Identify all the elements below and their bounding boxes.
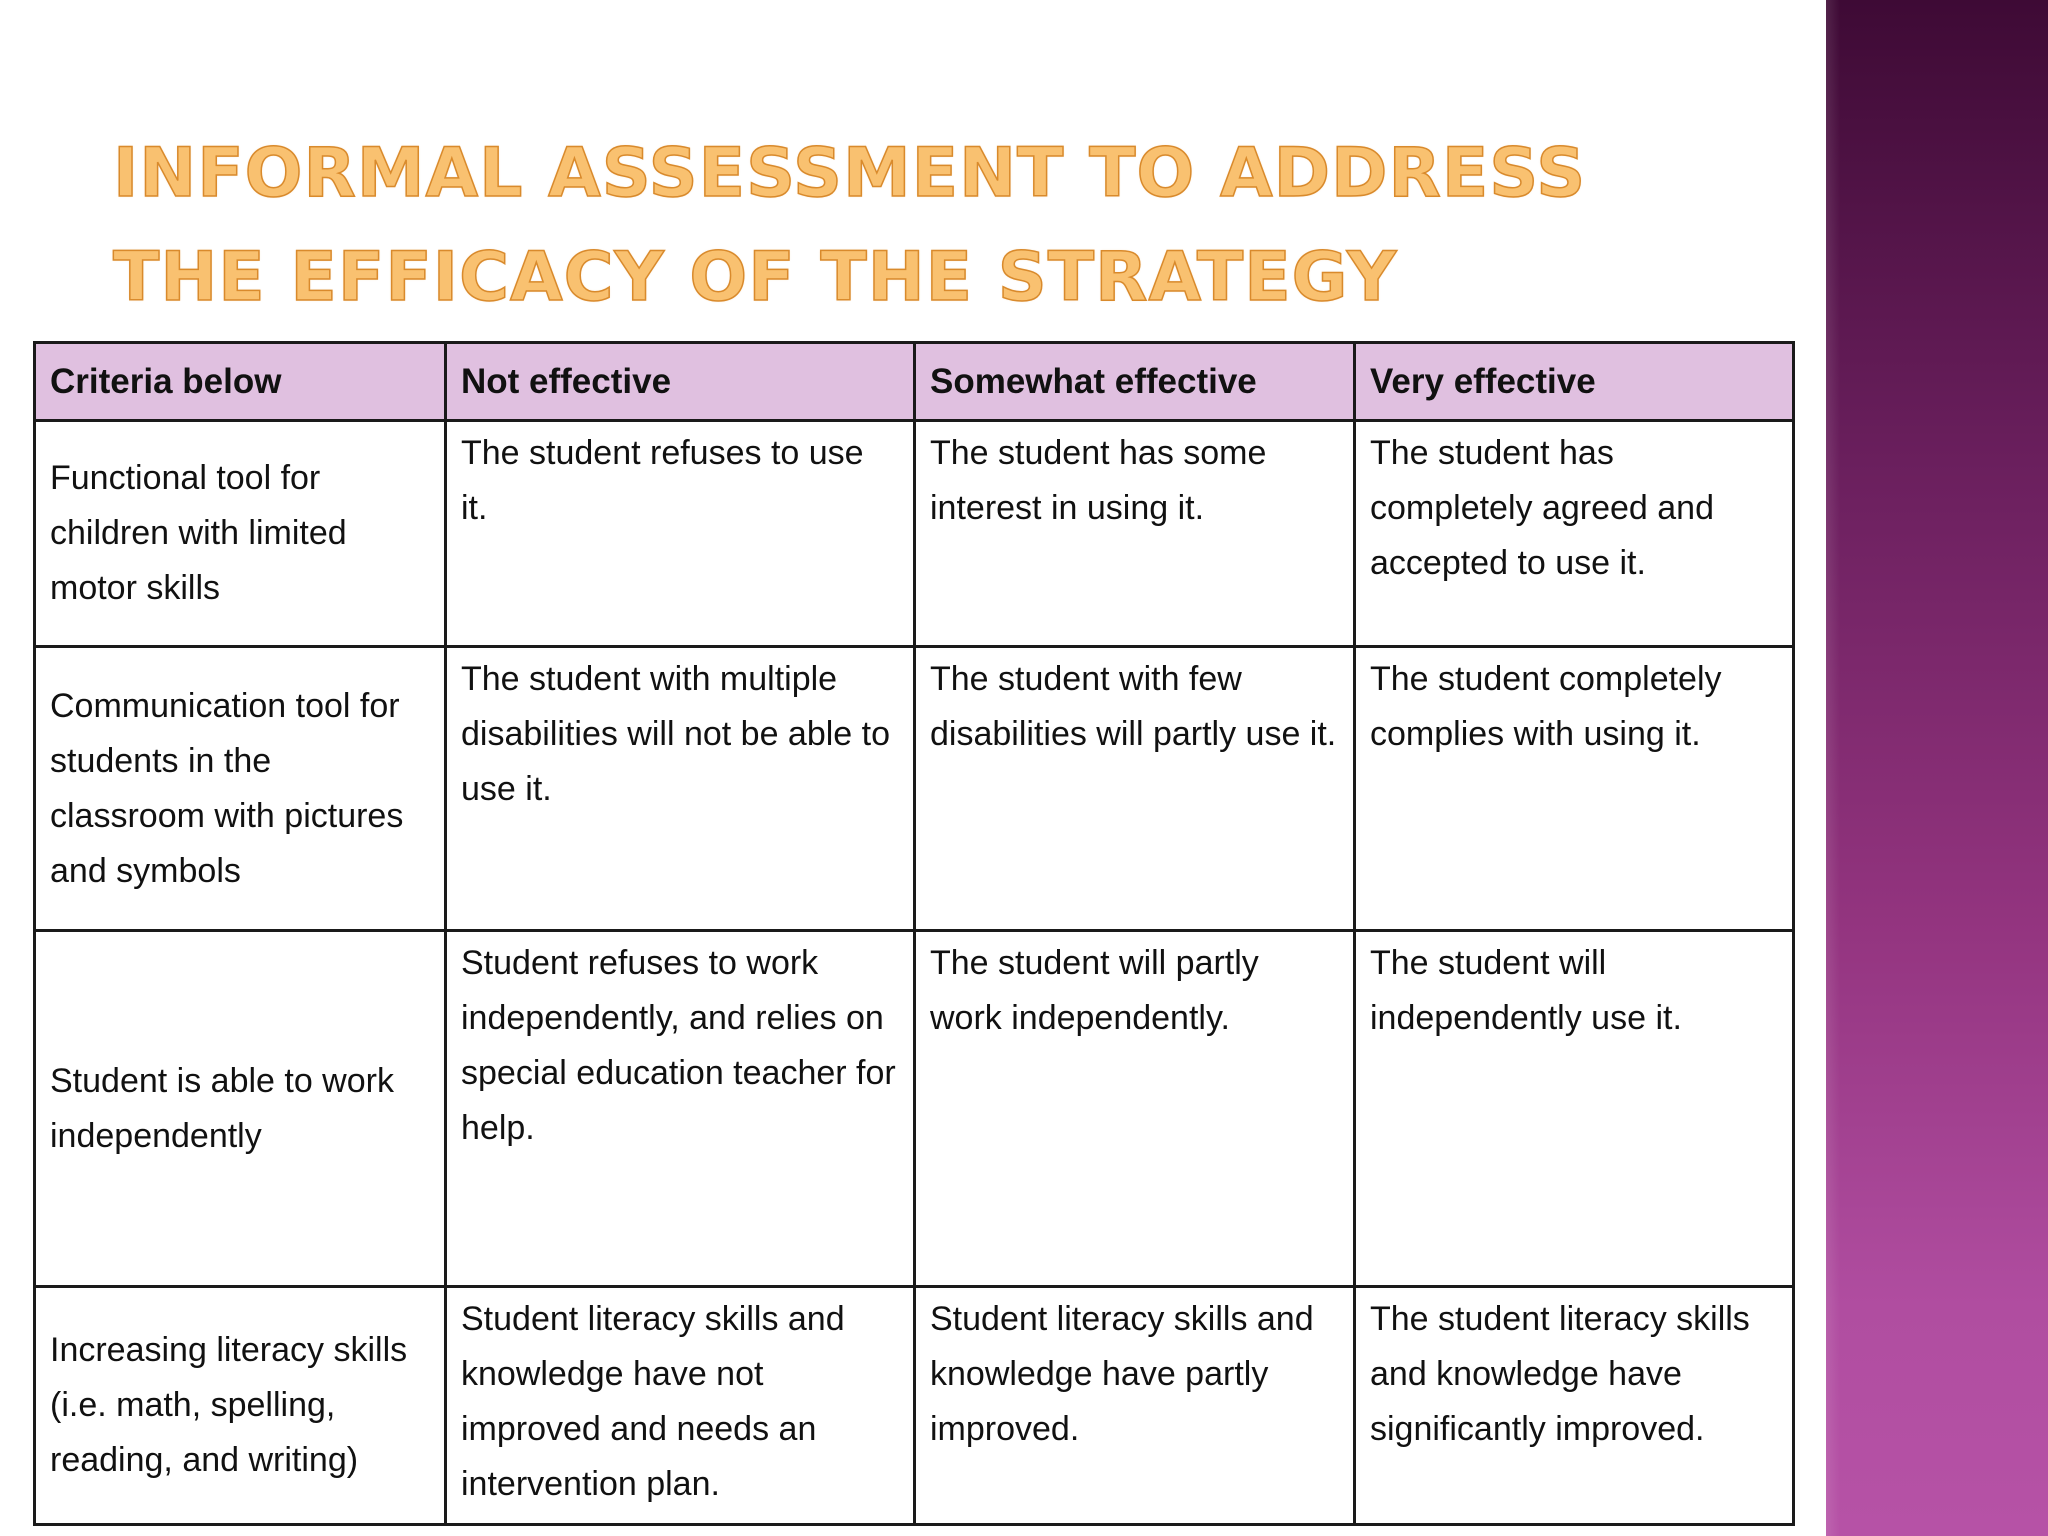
not-effective-cell: The student refuses to use it. [446, 421, 915, 647]
header-row [35, 343, 1794, 421]
somewhat-effective-cell: The student has some interest in using it. [915, 421, 1355, 647]
somewhat-effective-cell: Student literacy skills and knowledge have partly improved. [915, 1287, 1355, 1525]
table-row [35, 931, 1794, 1287]
table-row [35, 1287, 1794, 1525]
criteria-cell: Communication tool for students in the classroom with pictures and symbols [35, 647, 446, 931]
very-effective-cell: The student completely complies with using it. [1355, 647, 1794, 931]
slide-title-line-1: INFORMAL ASSESSMENT TO ADDRESS [113, 134, 1587, 213]
not-effective-cell: Student literacy skills and knowledge have not improved and needs an intervention plan. [446, 1287, 915, 1525]
decorative-side-bar [1826, 0, 2048, 1536]
not-effective-cell: The student with multiple disabilities will not be able to use it. [446, 647, 915, 931]
very-effective-cell: The student has completely agreed and accepted to use it. [1355, 421, 1794, 647]
criteria-cell: Functional tool for children with limited motor skills [35, 421, 446, 647]
header-not-effective: Not effective [446, 343, 915, 421]
slide-title [113, 122, 1673, 330]
header-criteria: Criteria below [35, 343, 446, 421]
criteria-cell: Student is able to work independently [35, 931, 446, 1287]
somewhat-effective-cell: The student with few disabilities will partly use it. [915, 647, 1355, 931]
not-effective-cell: Student refuses to work independently, and relies on special education teacher for help. [446, 931, 915, 1287]
very-effective-cell: The student will independently use it. [1355, 931, 1794, 1287]
header-somewhat-effective: Somewhat effective [915, 343, 1355, 421]
header-very-effective: Very effective [1355, 343, 1794, 421]
somewhat-effective-cell: The student will partly work independently. [915, 931, 1355, 1287]
very-effective-cell: The student literacy skills and knowledge have significantly improved. [1355, 1287, 1794, 1525]
assessment-rubric-table [33, 341, 1795, 1526]
slide-title-line-2: THE EFFICACY OF THE STRATEGY [113, 238, 1398, 317]
criteria-cell: Increasing literacy skills (i.e. math, spelling, reading, and writing) [35, 1287, 446, 1525]
table-row [35, 421, 1794, 647]
table-row [35, 647, 1794, 931]
